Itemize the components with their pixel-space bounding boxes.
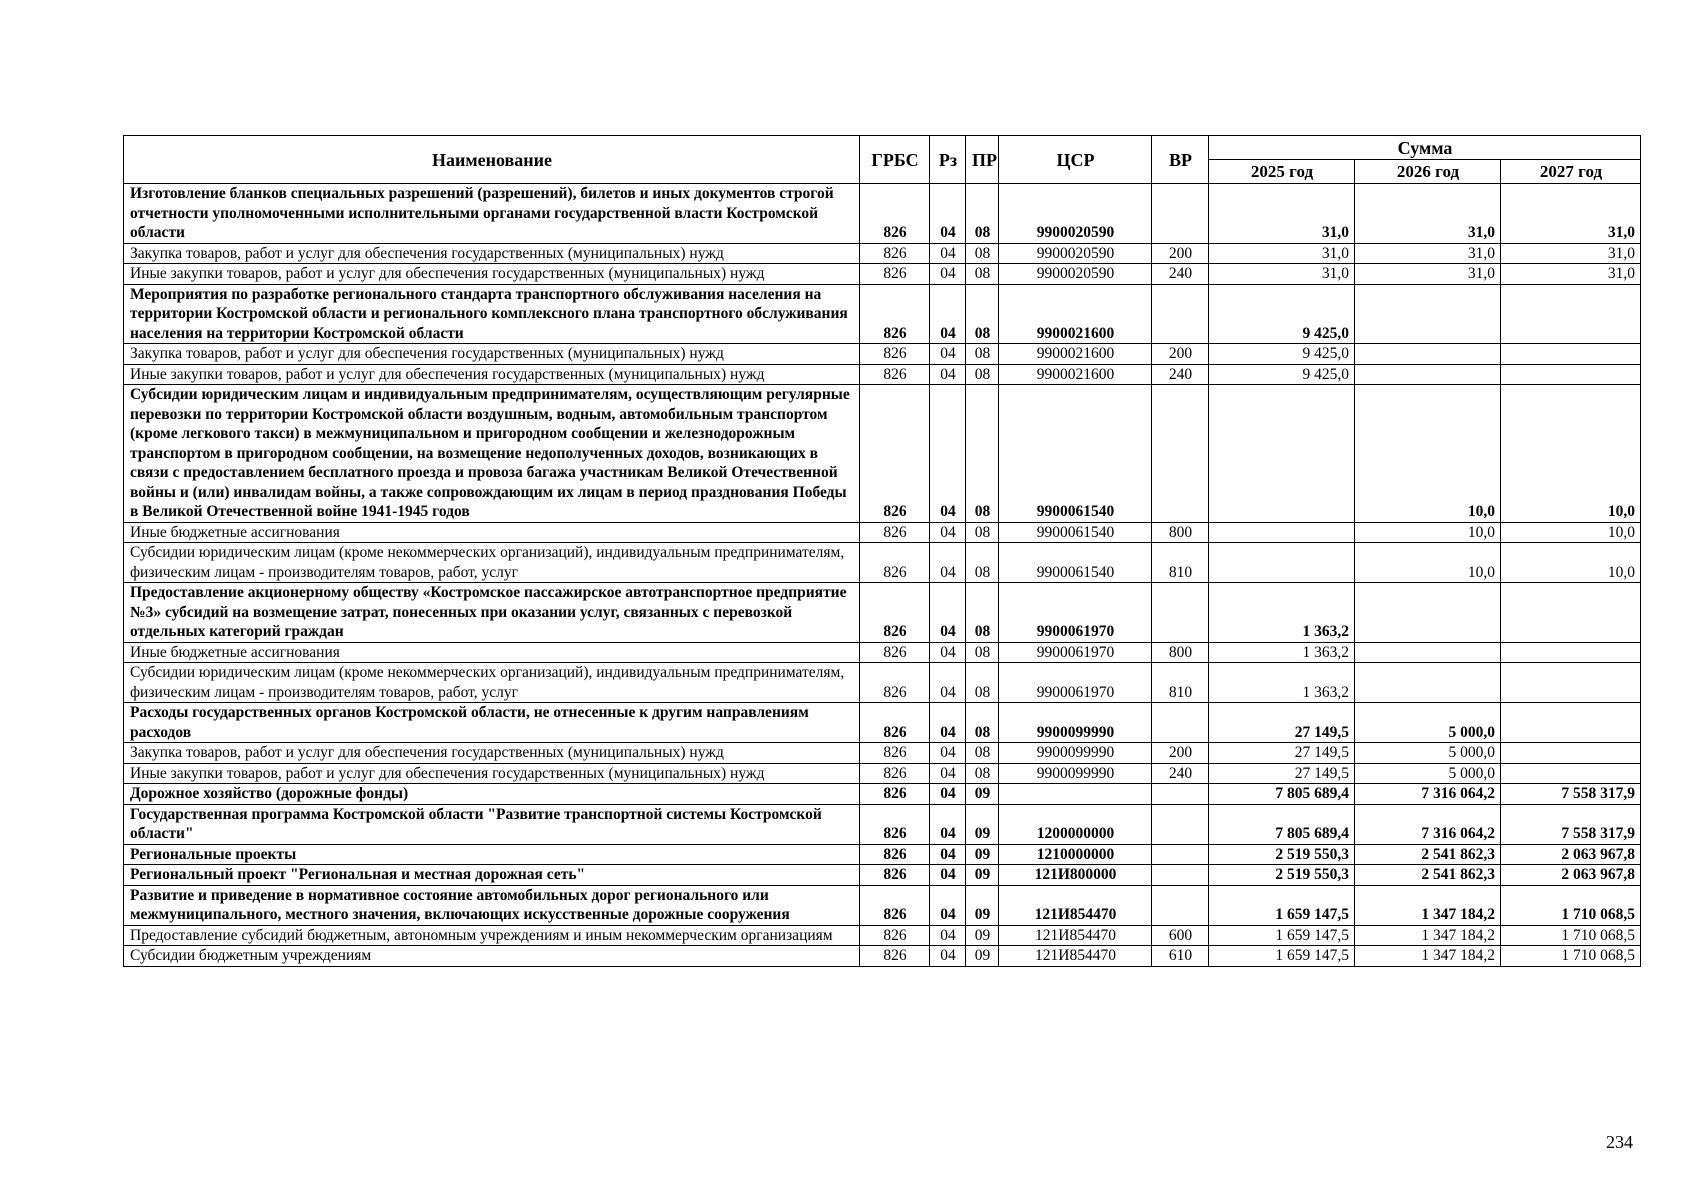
cell-rz: 04 [930,844,966,865]
cell-pr: 08 [966,385,999,523]
cell-vr: 200 [1152,243,1209,264]
cell-pr: 08 [966,264,999,285]
cell-vr [1152,804,1209,844]
cell-sum-2025: 7 805 689,4 [1209,784,1355,805]
cell-sum-2025: 31,0 [1209,184,1355,244]
cell-sum-2025 [1209,522,1355,543]
cell-grbs: 826 [860,522,930,543]
cell-sum-2027: 2 063 967,8 [1501,865,1641,886]
cell-csr: 121И800000 [999,865,1152,886]
cell-csr: 1200000000 [999,804,1152,844]
cell-vr [1152,885,1209,925]
cell-grbs: 826 [860,844,930,865]
col-header-2026: 2026 год [1355,160,1501,184]
cell-pr: 08 [966,663,999,703]
col-header-name: Наименование [124,136,860,184]
cell-csr: 1210000000 [999,844,1152,865]
cell-sum-2026 [1355,284,1501,344]
table-row [124,284,1641,344]
cell-sum-2027 [1501,344,1641,365]
cell-vr: 810 [1152,543,1209,583]
cell-name: Расходы государственных органов Костромской области, не отнесенные к другим направлениям расходов [124,703,860,743]
cell-name: Иные бюджетные ассигнования [124,642,860,663]
table-row [124,946,1641,967]
cell-sum-2027: 7 558 317,9 [1501,804,1641,844]
col-header-sum: Сумма [1209,136,1641,160]
table-row [124,663,1641,703]
cell-sum-2025: 31,0 [1209,243,1355,264]
cell-rz: 04 [930,784,966,805]
cell-name: Закупка товаров, работ и услуг для обеспечения государственных (муниципальных) нужд [124,344,860,365]
cell-sum-2025 [1209,543,1355,583]
cell-sum-2026 [1355,663,1501,703]
cell-name: Мероприятия по разработке регионального стандарта транспортного обслуживания населения на территории Костромской области и регионального комплексного плана транспортного обслуживания населения на территории Костромской области [124,284,860,344]
col-header-pr: ПР [966,136,999,184]
cell-sum-2027: 10,0 [1501,543,1641,583]
cell-vr: 800 [1152,522,1209,543]
cell-rz: 04 [930,583,966,643]
cell-vr: 600 [1152,925,1209,946]
table-row [124,703,1641,743]
cell-sum-2026: 5 000,0 [1355,763,1501,784]
cell-grbs: 826 [860,925,930,946]
cell-pr: 09 [966,844,999,865]
cell-vr [1152,385,1209,523]
cell-rz: 04 [930,885,966,925]
cell-vr: 610 [1152,946,1209,967]
cell-sum-2026: 10,0 [1355,543,1501,583]
page-number: 234 [1606,1132,1633,1152]
cell-rz: 04 [930,663,966,703]
cell-rz: 04 [930,804,966,844]
budget-table [123,135,1641,967]
cell-csr: 9900021600 [999,364,1152,385]
cell-sum-2026 [1355,583,1501,643]
cell-grbs: 826 [860,385,930,523]
cell-sum-2025: 7 805 689,4 [1209,804,1355,844]
cell-grbs: 826 [860,865,930,886]
cell-sum-2026: 1 347 184,2 [1355,925,1501,946]
cell-sum-2026 [1355,364,1501,385]
cell-grbs: 826 [860,364,930,385]
cell-csr: 9900021600 [999,344,1152,365]
cell-sum-2027: 31,0 [1501,243,1641,264]
cell-sum-2025: 9 425,0 [1209,344,1355,365]
col-header-vr: ВР [1152,136,1209,184]
table-row [124,743,1641,764]
cell-vr: 800 [1152,642,1209,663]
cell-sum-2025: 1 363,2 [1209,583,1355,643]
cell-pr: 09 [966,925,999,946]
cell-name: Предоставление акционерному обществу «Костромское пассажирское автотранспортное предприятие №3» субсидий на возмещение затрат, понесенных при оказании услуг, связанных с перевозкой отдельных категорий граждан [124,583,860,643]
cell-pr: 08 [966,344,999,365]
cell-pr: 08 [966,522,999,543]
cell-vr [1152,865,1209,886]
table-row [124,385,1641,523]
cell-sum-2025: 27 149,5 [1209,703,1355,743]
cell-rz: 04 [930,264,966,285]
cell-pr: 09 [966,865,999,886]
table-row [124,364,1641,385]
cell-pr: 09 [966,784,999,805]
table-row [124,522,1641,543]
cell-sum-2025: 1 659 147,5 [1209,885,1355,925]
table-row [124,763,1641,784]
cell-sum-2027 [1501,642,1641,663]
table-row [124,184,1641,244]
cell-sum-2026: 1 347 184,2 [1355,946,1501,967]
cell-vr [1152,844,1209,865]
cell-sum-2027: 10,0 [1501,385,1641,523]
cell-name: Субсидии юридическим лицам и индивидуальным предпринимателям, осуществляющим регулярные перевозки по территории Костромской области воздушным, водным, автомобильным транспортом (кроме легкового такси) в межмуниципальном и пригородном сообщении и железнодорожным транспортом в пригородном сообщении, на возмещение недополученных доходов, возникающих в связи с предоставлением бесплатного проезда и провоза багажа участникам Великой Отечественной войны и (или) инвалидам войны, а также сопровождающим их лицам в период празднования Победы в Великой Отечественной войне 1941-1945 годов [124,385,860,523]
cell-rz: 04 [930,743,966,764]
cell-vr: 200 [1152,344,1209,365]
cell-grbs: 826 [860,284,930,344]
cell-sum-2027: 1 710 068,5 [1501,925,1641,946]
cell-sum-2025 [1209,385,1355,523]
cell-rz: 04 [930,642,966,663]
table-row [124,804,1641,844]
cell-vr: 200 [1152,743,1209,764]
cell-grbs: 826 [860,743,930,764]
cell-vr [1152,784,1209,805]
cell-sum-2026: 5 000,0 [1355,703,1501,743]
cell-csr: 9900061540 [999,543,1152,583]
cell-csr: 121И854470 [999,885,1152,925]
cell-rz: 04 [930,763,966,784]
cell-csr: 121И854470 [999,925,1152,946]
cell-csr: 9900020590 [999,243,1152,264]
cell-pr: 08 [966,763,999,784]
cell-rz: 04 [930,284,966,344]
cell-rz: 04 [930,703,966,743]
cell-sum-2027: 2 063 967,8 [1501,844,1641,865]
cell-name: Региональный проект "Региональная и местная дорожная сеть" [124,865,860,886]
cell-csr: 9900099990 [999,703,1152,743]
cell-rz: 04 [930,385,966,523]
cell-rz: 04 [930,543,966,583]
cell-name: Дорожное хозяйство (дорожные фонды) [124,784,860,805]
cell-sum-2025: 1 659 147,5 [1209,925,1355,946]
cell-sum-2025: 1 659 147,5 [1209,946,1355,967]
cell-sum-2027: 1 710 068,5 [1501,885,1641,925]
cell-sum-2025: 9 425,0 [1209,284,1355,344]
cell-sum-2027 [1501,703,1641,743]
cell-sum-2027 [1501,763,1641,784]
cell-grbs: 826 [860,763,930,784]
cell-csr: 9900099990 [999,743,1152,764]
cell-pr: 09 [966,804,999,844]
cell-sum-2026: 7 316 064,2 [1355,804,1501,844]
cell-pr: 09 [966,885,999,925]
cell-rz: 04 [930,946,966,967]
cell-sum-2027 [1501,663,1641,703]
cell-name: Иные закупки товаров, работ и услуг для обеспечения государственных (муниципальных) нужд [124,364,860,385]
cell-sum-2027: 1 710 068,5 [1501,946,1641,967]
table-row [124,583,1641,643]
col-header-2027: 2027 год [1501,160,1641,184]
cell-sum-2026: 2 541 862,3 [1355,844,1501,865]
cell-grbs: 826 [860,703,930,743]
cell-pr: 08 [966,243,999,264]
cell-sum-2025: 2 519 550,3 [1209,865,1355,886]
cell-grbs: 826 [860,583,930,643]
cell-vr: 240 [1152,364,1209,385]
cell-name: Субсидии юридическим лицам (кроме некоммерческих организаций), индивидуальным предпринимателям, физическим лицам - производителям товаров, работ, услуг [124,663,860,703]
cell-pr: 09 [966,946,999,967]
table-row [124,344,1641,365]
cell-sum-2027: 7 558 317,9 [1501,784,1641,805]
cell-grbs: 826 [860,344,930,365]
cell-sum-2027: 10,0 [1501,522,1641,543]
cell-grbs: 826 [860,264,930,285]
cell-name: Развитие и приведение в нормативное состояние автомобильных дорог регионального или межмуниципального, местного значения, включающих искусственные дорожные сооружения [124,885,860,925]
cell-sum-2026: 31,0 [1355,264,1501,285]
cell-sum-2025: 31,0 [1209,264,1355,285]
cell-csr: 9900061540 [999,385,1152,523]
header-row [124,136,1641,160]
table-row [124,784,1641,805]
cell-sum-2027: 31,0 [1501,184,1641,244]
col-header-grbs: ГРБС [860,136,930,184]
cell-grbs: 826 [860,804,930,844]
cell-rz: 04 [930,184,966,244]
cell-vr [1152,184,1209,244]
cell-grbs: 826 [860,543,930,583]
cell-sum-2026: 7 316 064,2 [1355,784,1501,805]
table-row [124,925,1641,946]
table-row [124,243,1641,264]
cell-csr: 9900020590 [999,264,1152,285]
cell-rz: 04 [930,925,966,946]
cell-name: Государственная программа Костромской области "Развитие транспортной системы Костромской области" [124,804,860,844]
cell-sum-2025: 1 363,2 [1209,663,1355,703]
cell-sum-2026 [1355,642,1501,663]
table-row [124,543,1641,583]
cell-csr: 9900099990 [999,763,1152,784]
cell-grbs: 826 [860,663,930,703]
cell-rz: 04 [930,364,966,385]
table-row [124,264,1641,285]
cell-sum-2027 [1501,364,1641,385]
cell-vr: 810 [1152,663,1209,703]
cell-csr: 9900061540 [999,522,1152,543]
cell-grbs: 826 [860,642,930,663]
cell-sum-2026: 31,0 [1355,184,1501,244]
cell-grbs: 826 [860,885,930,925]
cell-sum-2025: 27 149,5 [1209,763,1355,784]
cell-sum-2025: 2 519 550,3 [1209,844,1355,865]
table-row [124,844,1641,865]
cell-name: Закупка товаров, работ и услуг для обеспечения государственных (муниципальных) нужд [124,743,860,764]
cell-grbs: 826 [860,243,930,264]
cell-sum-2026: 10,0 [1355,522,1501,543]
cell-vr: 240 [1152,264,1209,285]
cell-rz: 04 [930,344,966,365]
cell-sum-2026: 2 541 862,3 [1355,865,1501,886]
cell-csr: 9900061970 [999,642,1152,663]
cell-sum-2026 [1355,344,1501,365]
cell-sum-2025: 27 149,5 [1209,743,1355,764]
cell-sum-2026: 1 347 184,2 [1355,885,1501,925]
cell-csr [999,784,1152,805]
cell-sum-2027 [1501,284,1641,344]
cell-name: Иные закупки товаров, работ и услуг для обеспечения государственных (муниципальных) нужд [124,763,860,784]
cell-name: Иные бюджетные ассигнования [124,522,860,543]
cell-csr: 121И854470 [999,946,1152,967]
cell-grbs: 826 [860,184,930,244]
cell-sum-2025: 1 363,2 [1209,642,1355,663]
cell-pr: 08 [966,543,999,583]
cell-name: Предоставление субсидий бюджетным, автономным учреждениям и иным некоммерческим организациям [124,925,860,946]
cell-pr: 08 [966,364,999,385]
cell-sum-2026: 31,0 [1355,243,1501,264]
cell-vr [1152,583,1209,643]
col-header-rz: Рз [930,136,966,184]
cell-pr: 08 [966,284,999,344]
cell-grbs: 826 [860,784,930,805]
cell-name: Закупка товаров, работ и услуг для обеспечения государственных (муниципальных) нужд [124,243,860,264]
cell-vr: 240 [1152,763,1209,784]
cell-sum-2027: 31,0 [1501,264,1641,285]
cell-name: Региональные проекты [124,844,860,865]
table-row [124,865,1641,886]
cell-pr: 08 [966,743,999,764]
cell-rz: 04 [930,865,966,886]
cell-csr: 9900020590 [999,184,1152,244]
table-body [124,184,1641,967]
cell-sum-2027 [1501,583,1641,643]
col-header-2025: 2025 год [1209,160,1355,184]
cell-pr: 08 [966,184,999,244]
cell-vr [1152,284,1209,344]
cell-name: Иные закупки товаров, работ и услуг для обеспечения государственных (муниципальных) нужд [124,264,860,285]
cell-name: Субсидии бюджетным учреждениям [124,946,860,967]
cell-sum-2027 [1501,743,1641,764]
table-row [124,885,1641,925]
cell-vr [1152,703,1209,743]
cell-rz: 04 [930,243,966,264]
cell-csr: 9900021600 [999,284,1152,344]
cell-csr: 9900061970 [999,663,1152,703]
cell-rz: 04 [930,522,966,543]
cell-sum-2025: 9 425,0 [1209,364,1355,385]
cell-pr: 08 [966,642,999,663]
cell-sum-2026: 10,0 [1355,385,1501,523]
cell-name: Субсидии юридическим лицам (кроме некоммерческих организаций), индивидуальным предпринимателям, физическим лицам - производителям товаров, работ, услуг [124,543,860,583]
cell-pr: 08 [966,583,999,643]
cell-sum-2026: 5 000,0 [1355,743,1501,764]
cell-grbs: 826 [860,946,930,967]
col-header-csr: ЦСР [999,136,1152,184]
cell-name: Изготовление бланков специальных разрешений (разрешений), билетов и иных документов строгой отчетности уполномоченными исполнительными органами государственной власти Костромской области [124,184,860,244]
cell-csr: 9900061970 [999,583,1152,643]
cell-pr: 08 [966,703,999,743]
table-row [124,642,1641,663]
